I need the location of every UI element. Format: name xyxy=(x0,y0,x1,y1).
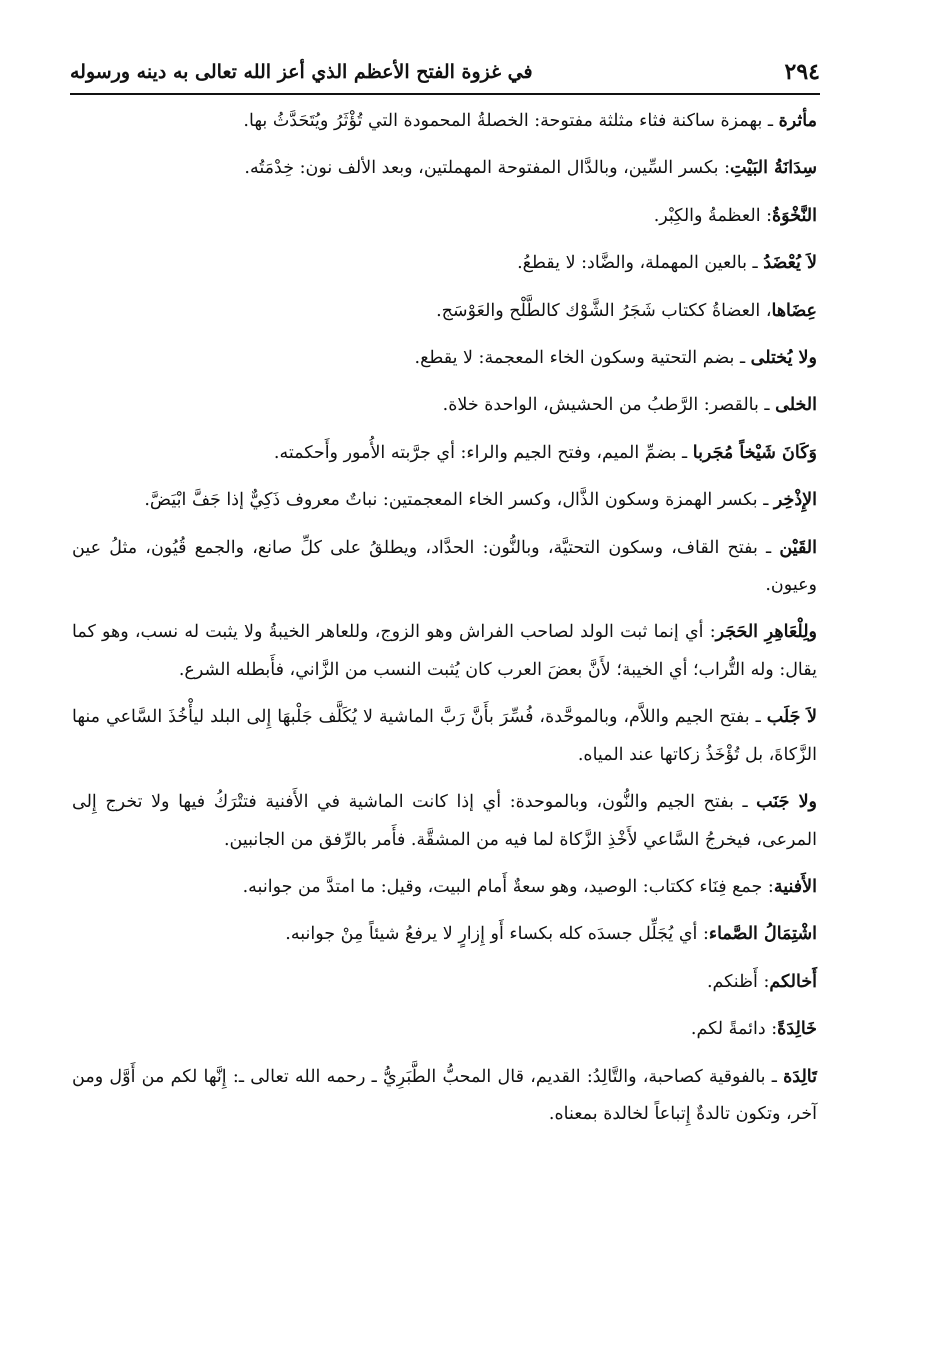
page-number: ٢٩٤ xyxy=(784,59,820,85)
entry-text: ـ بالقصر: الرَّطبُ من الحشيش، الواحدة خلاة. xyxy=(442,395,776,416)
glossary-entry xyxy=(72,1011,817,1048)
entry-term: لاَ يُعْضَدُ xyxy=(763,253,817,274)
glossary-entry xyxy=(72,869,817,906)
entry-text: ـ بهمزة ساكنة فثاء مثلثة مفتوحة: الخصلةُ المحمودة التي تُؤْثَرُ ويُتَحَدَّثُ بها. xyxy=(243,111,779,131)
glossary-entry xyxy=(72,387,817,424)
glossary-entry xyxy=(72,614,817,689)
page-header xyxy=(70,52,820,92)
entry-term: مأثرة xyxy=(778,111,817,131)
entry-term: تَالِدَة xyxy=(783,1066,817,1087)
glossary-entry xyxy=(72,340,817,377)
entry-text: ، العضاةُ ككتاب شَجَرُ الشَّوْك كالطَّلْح والعَوْسَج. xyxy=(436,300,772,321)
glossary-entry xyxy=(72,435,817,472)
entry-text: : أي إنما ثبت الولد لصاحب الفراش وهو الزوج، وللعاهر الخيبةُ ولا يثبت له نسب، وهو كما يقال: وله التُّراب؛ أي الخيبة؛ لأَنَّ بعضَ العرب كان يُثبت النسب من الزَّاني، فأَبطله الشرع. xyxy=(72,622,817,680)
glossary-entry xyxy=(72,150,817,187)
entry-text: ـ بالفوقية كصاحبة، والتَّالِدُ: القديم، قال المحبُّ الطَّبَرِيُّ ـ رحمه الله تعالى ـ: إِنَّها لكم من أَوَّل ومن آخر، وتكون تالدةٌ إِتباعاً لخالدة بمعناه. xyxy=(72,1066,817,1124)
glossary-entry xyxy=(72,198,817,235)
glossary-entry xyxy=(72,699,817,774)
entry-term: الخلى xyxy=(775,395,817,416)
running-title: في غزوة الفتح الأعظم الذي أعز الله تعالى به دينه ورسوله xyxy=(70,61,533,83)
entry-term: ولِلْعَاهِرِ الحَجَر xyxy=(715,622,817,643)
glossary-entry xyxy=(72,964,817,1001)
glossary-entry xyxy=(72,245,817,282)
entry-term: الأَفنية xyxy=(773,876,817,897)
glossary-entry xyxy=(72,916,817,953)
entry-text: ـ بفتح الجيم واللاَّم، وبالموحَّدة، فُسِّرَ بأَنَّ رَبَّ الماشية لا يُكَلَّف جَلْبهَا إِلى البلد ليأْخُذَ السَّاعي منها الزَّكاةَ، بل تُؤْخَذُ زكاتها عند المياه. xyxy=(72,707,817,765)
entry-text: : بكسر السِّين، وبالدَّال المفتوحة المهملتين، وبعد الألف نون: خِدْمَتُه. xyxy=(244,158,730,179)
entry-term: القَيْن xyxy=(779,537,817,558)
glossary-entry xyxy=(72,1059,817,1134)
entry-term: اشْتِمَالُ الصَّماء xyxy=(708,924,817,945)
entry-text: : دائمةً لكم. xyxy=(690,1019,778,1040)
glossary-entry xyxy=(72,482,817,519)
entry-term: عِضَاها xyxy=(771,300,817,321)
glossary-entry xyxy=(72,103,817,140)
entry-text: ـ بكسر الهمزة وسكون الذَّال، وكسر الخاء المعجمتين: نباتٌ معروف ذَكِيٌّ إذا جَفَّ ابْيَضَّ. xyxy=(144,490,774,511)
entry-text: : العظمةُ والكِبْر. xyxy=(653,205,773,226)
entry-text: ـ بضم التحتية وسكون الخاء المعجمة: لا يقطع. xyxy=(414,348,751,369)
glossary-entry xyxy=(72,784,817,859)
entry-term: لاَ جَلَب xyxy=(766,707,817,728)
entry-text: : أي يُجَلِّل جسدَه كله بكساء أَو إِزارٍ لا يرفعُ شيئاً مِنْ جوانبه. xyxy=(285,924,709,945)
glossary-entry xyxy=(72,530,817,605)
glossary-entry xyxy=(72,293,817,330)
entry-term: ولا جَنَب xyxy=(756,792,818,813)
entry-text: : أَظنكم. xyxy=(706,971,770,992)
header-rule xyxy=(70,93,820,95)
entry-text: : جمع فِنَاء ككتاب: الوصيد، وهو سعةٌ أَمام البيت، وقيل: ما امتدَّ من جوانبه. xyxy=(242,876,774,897)
entry-term: الإِذْخِر xyxy=(773,490,817,511)
entry-term: سِدَانَةُ البَيْتِ xyxy=(730,158,817,179)
glossary-body xyxy=(72,103,817,1143)
entry-text: ـ بضمِّ الميم، وفتح الجيم والراء: أي جرَّبته الأُمور وأَحكمته. xyxy=(273,442,693,463)
entry-text: ـ بالعين المهملة، والضَّاد: لا يقطعُ. xyxy=(517,253,764,274)
entry-text: ـ بفتح الجيم والنُّون، وبالموحدة: أي إذا كانت الماشية في الأَفنية فتتْرَكُ فيها ولا تخرج إِلى المرعى، فيخرجُ السَّاعي لأَخْذِ الزَّكاة لما فيه من المشقَّة. فأَمر بالرِّفق من الجانبين. xyxy=(72,792,817,850)
entry-term: وَكَانَ شَيْخاً مُجَربا xyxy=(692,442,817,463)
entry-term: ولا يُختلى xyxy=(750,348,817,369)
entry-term: النَّخْوَةُ xyxy=(772,205,817,226)
entry-term: أَخالكم xyxy=(769,971,817,992)
entry-term: خَالِدَةً xyxy=(777,1019,817,1040)
entry-text: ـ بفتح القاف، وسكون التحتيَّة، وبالنُّون: الحدَّاد، ويطلقُ على كلِّ صانع، والجمع قُيُون، مثلُ عين وعيون. xyxy=(72,537,817,596)
